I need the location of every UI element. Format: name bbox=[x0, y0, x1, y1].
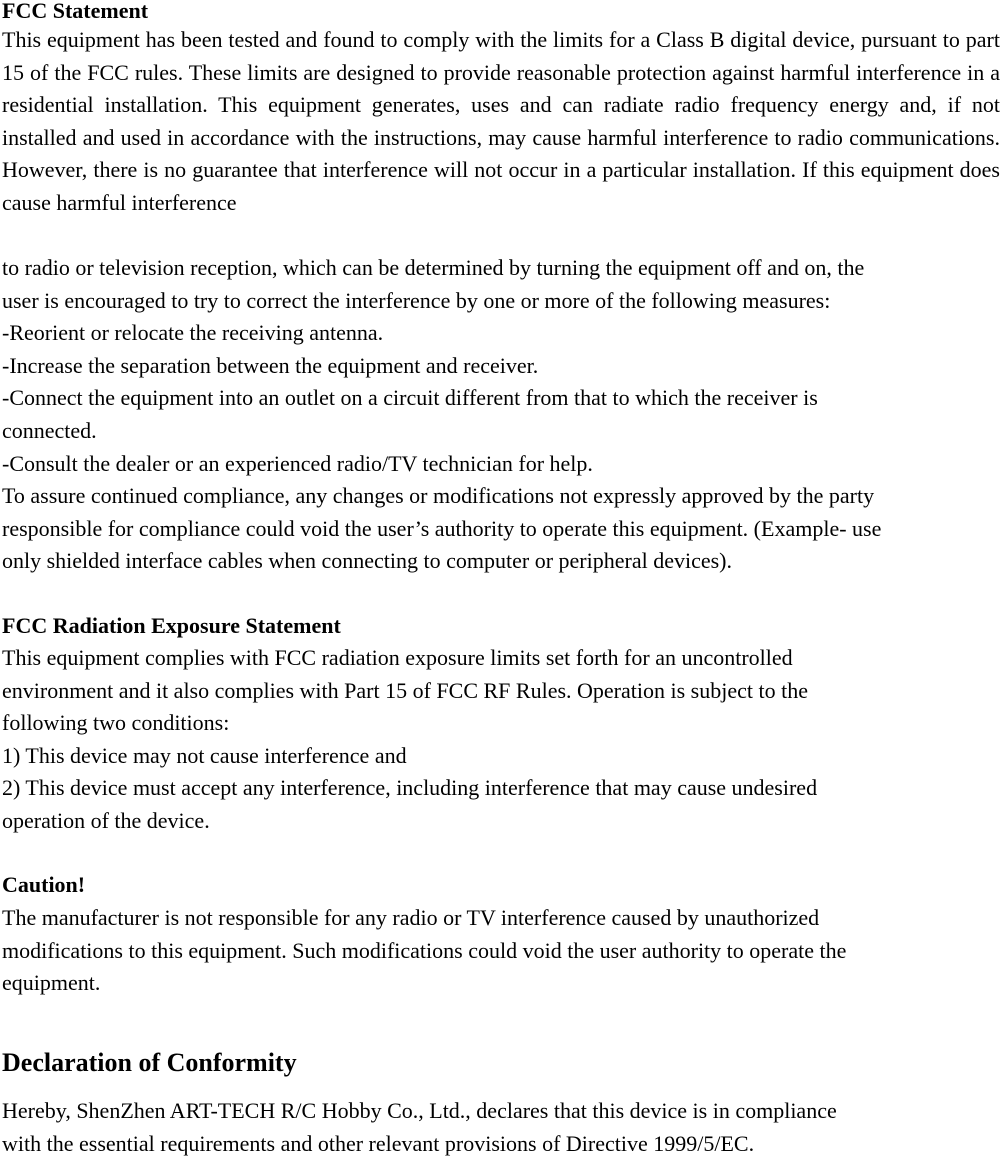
caution-body bbox=[2, 902, 1000, 1000]
condition-item: 2) This device must accept any interference, including interference that may cause undesired bbox=[2, 775, 818, 801]
condition-item: 1) This device may not cause interference and bbox=[2, 742, 407, 768]
radiation-body bbox=[2, 642, 1000, 838]
radiation-heading: FCC Radiation Exposure Statement bbox=[2, 613, 341, 638]
fcc-statement-heading: FCC Statement bbox=[2, 0, 149, 23]
fcc-statement-body bbox=[2, 252, 1000, 578]
fcc-statement-intro: This equipment has been tested and found to comply with the limits for a Class B digital device, pursuant to part 15 of the FCC rules. These limits are designed to provide reasonable protection against harmful interference in a residential installation. This equipment generates, uses and can radiate radio frequency energy and, if not installed and used in accordance with the instructions, may cause harmful interference to radio communications. However, there is no guarantee that interference will not occur in a particular installation. If this equipment does cause harmful interference bbox=[2, 27, 1000, 215]
caution-heading: Caution! bbox=[2, 872, 86, 897]
body-line: The manufacturer is not responsible for any radio or TV interference caused by unauthorized bbox=[2, 905, 820, 930]
body-line: equipment. bbox=[2, 970, 101, 996]
body-line: To assure continued compliance, any changes or modifications not expressly approved by the party bbox=[2, 483, 875, 509]
measure-item: -Consult the dealer or an experienced radio/TV technician for help. bbox=[2, 450, 593, 476]
body-line: modifications to this equipment. Such modifications could void the user authority to operate the bbox=[2, 937, 847, 963]
body-line: only shielded interface cables when connecting to computer or peripheral devices). bbox=[2, 548, 732, 574]
condition-item-continued: operation of the device. bbox=[2, 807, 210, 833]
body-line: This equipment complies with FCC radiation exposure limits set forth for an uncontrolled bbox=[2, 645, 793, 670]
body-line: to radio or television reception, which can be determined by turning the equipment off and on, the bbox=[2, 255, 865, 280]
measure-item-continued: connected. bbox=[2, 417, 97, 443]
measure-item: -Reorient or relocate the receiving antenna. bbox=[2, 320, 384, 346]
body-line: Hereby, ShenZhen ART-TECH R/C Hobby Co., Ltd., declares that this device is in compliance bbox=[2, 1098, 837, 1123]
body-line: environment and it also complies with Part 15 of FCC RF Rules. Operation is subject to the bbox=[2, 677, 808, 703]
body-line: with the essential requirements and other relevant provisions of Directive 1999/5/EC. bbox=[2, 1130, 755, 1156]
measure-item: -Connect the equipment into an outlet on a circuit different from that to which the receiver is bbox=[2, 385, 818, 411]
body-line: user is encouraged to try to correct the interference by one or more of the following measures: bbox=[2, 287, 831, 313]
body-line: responsible for compliance could void the user’s authority to operate this equipment. (Example- use bbox=[2, 515, 882, 541]
declaration-body bbox=[2, 1095, 1000, 1160]
declaration-heading: Declaration of Conformity bbox=[2, 1048, 297, 1077]
measure-item: -Increase the separation between the equipment and receiver. bbox=[2, 352, 539, 378]
body-line: following two conditions: bbox=[2, 710, 230, 736]
